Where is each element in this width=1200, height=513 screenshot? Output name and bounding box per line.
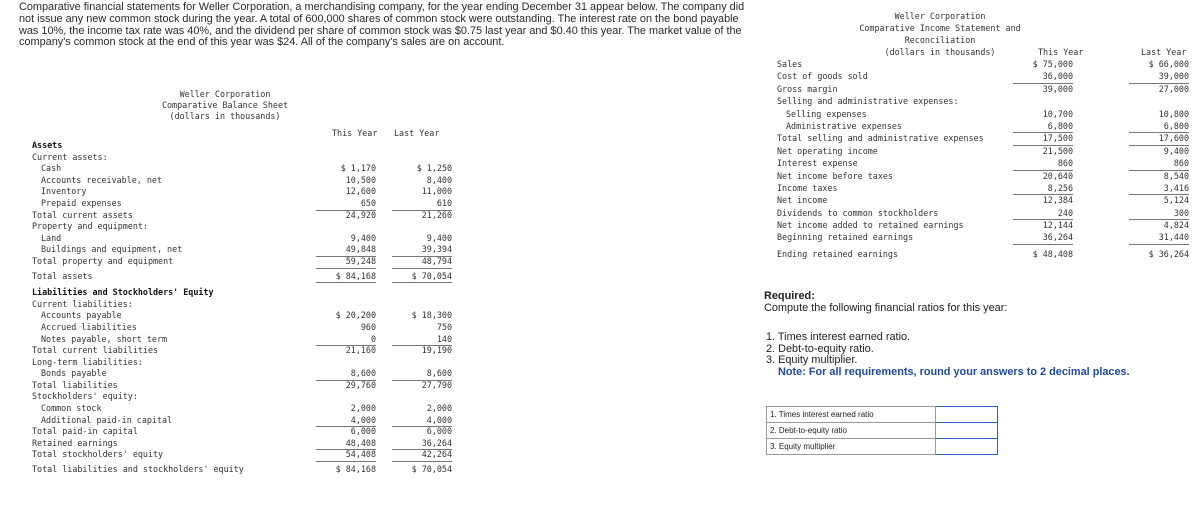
rounding-note: Note: For all requirements, round your answers to 2 decimal places. xyxy=(778,365,1130,378)
table-row: Property and equipment: xyxy=(32,221,148,232)
times-interest-earned-label: 1. Times interest earned ratio xyxy=(767,407,936,423)
table-row: Dividends to common stockholders 240 300 xyxy=(777,207,1189,219)
table-row: Total selling and administrative expenses 17,500 17,600 xyxy=(777,132,1189,144)
balance-sheet-table xyxy=(32,140,452,476)
bs-col-last-year: Last Year xyxy=(394,128,440,138)
is-col-this-year: This Year xyxy=(1038,47,1084,57)
table-row: Total property and equipment 59,248 48,794 xyxy=(32,256,452,268)
times-interest-earned-input[interactable] xyxy=(936,407,1001,422)
table-row: Liabilities and Stockholders' Equity xyxy=(32,287,214,298)
table-row: Cost of goods sold 36,000 39,000 xyxy=(777,70,1189,82)
is-col-last-year: Last Year xyxy=(1141,47,1187,57)
table-row: Net income added to retained earnings 12,144 4,824 xyxy=(777,220,1189,231)
table-row: Inventory 12,600 11,000 xyxy=(41,186,452,197)
income-statement-table xyxy=(777,58,1189,260)
table-row: Selling expenses 10,700 10,800 xyxy=(786,108,1189,119)
table-row: Accrued liabilities 960 750 xyxy=(41,321,452,332)
list-item: 3. Equity multiplier. xyxy=(766,354,858,367)
table-row: Selling and administrative expenses: xyxy=(777,96,959,107)
table-row: Total assets $ 84,168 $ 70,054 xyxy=(32,271,452,283)
bs-statement-name: Comparative Balance Sheet xyxy=(161,100,289,110)
table-row xyxy=(767,423,998,439)
table-row: Assets xyxy=(32,140,63,150)
table-row: Administrative expenses 6,800 6,800 xyxy=(777,120,1189,132)
table-row: Net operating income 21,500 9,400 xyxy=(777,145,1189,156)
table-row: Total current assets 24,920 21,260 xyxy=(32,209,452,220)
table-row: Income taxes 8,256 3,416 xyxy=(777,182,1189,194)
bs-company-name: Weller Corporation xyxy=(179,89,271,99)
table-row: Common stock 2,000 2,000 xyxy=(41,403,452,414)
table-row: Gross margin 39,000 27,000 xyxy=(777,83,1189,94)
table-row: Beginning retained earnings 36,264 31,440 xyxy=(777,231,1189,243)
table-row: Land 9,400 9,400 xyxy=(41,232,452,243)
required-title: Required: xyxy=(764,290,815,302)
bs-col-this-year: This Year xyxy=(332,128,378,138)
table-row: Bonds payable 8,600 8,600 xyxy=(32,368,452,380)
debt-to-equity-cell xyxy=(936,423,998,439)
table-row: Prepaid expenses 650 610 xyxy=(32,198,452,210)
table-row: Additional paid-in capital 4,000 4,000 xyxy=(32,415,452,427)
list-item: 1. Times interest earned ratio. xyxy=(766,331,911,343)
table-row: Retained earnings 48,408 36,264 xyxy=(32,438,452,450)
income-statement-header xyxy=(830,10,1050,58)
equity-multiplier-label: 3. Equity multiplier xyxy=(767,439,936,455)
table-row: Total paid-in capital 6,000 6,000 xyxy=(32,426,452,437)
table-row: Interest expense 860 860 xyxy=(777,157,1189,169)
table-row: Total current liabilities 21,160 19,190 xyxy=(32,345,452,356)
answer-table xyxy=(766,406,998,455)
equity-multiplier-cell xyxy=(936,439,998,455)
table-row: Total liabilities and stockholders' equity $ 84,168 $ 70,054 xyxy=(32,464,452,475)
table-row: Accounts payable $ 20,200 $ 18,300 xyxy=(41,310,452,321)
balance-sheet-header xyxy=(150,89,300,122)
table-row: Long-term liabilities: xyxy=(32,356,143,367)
bs-units: (dollars in thousands) xyxy=(169,111,281,121)
table-row: Current liabilities: xyxy=(32,298,133,309)
times-interest-earned-cell xyxy=(936,407,998,423)
required-section xyxy=(764,290,1007,314)
table-row: Net income 12,384 5,124 xyxy=(777,195,1189,206)
table-row: Notes payable, short term 0 140 xyxy=(32,334,452,346)
debt-to-equity-input[interactable] xyxy=(936,423,1001,438)
table-row: Current assets: xyxy=(32,151,108,162)
table-row: Total stockholders' equity 54,408 42,264 xyxy=(32,449,452,461)
required-items xyxy=(766,332,1130,378)
table-row xyxy=(767,439,998,455)
problem-intro: Comparative financial statements for Weller Corporation, a merchandising company, for the year ending December 31 appear below. The company did not issue any new common stock during the year. A total of 600,000 shares of common stock were outstanding. The interest rate on the bond payable was 10%, the income tax rate was 40%, and the dividend per share of common stock was $0.75 last year and $0.40 this year. The market value of the company's common stock at the end of this year was $24. All of the company's sales are on account. xyxy=(19,1,745,49)
table-row: Ending retained earnings $ 48,408 $ 36,264 xyxy=(777,248,1189,259)
required-instruction: Compute the following financial ratios for this year: xyxy=(764,302,1008,314)
table-row xyxy=(767,407,998,423)
is-units: (dollars in thousands) xyxy=(884,47,996,57)
table-row: Cash $ 1,170 $ 1,250 xyxy=(41,163,452,174)
table-row: Sales $ 75,000 $ 66,000 xyxy=(777,59,1189,69)
equity-multiplier-input[interactable] xyxy=(936,439,1001,454)
list-item: 2. Debt-to-equity ratio. xyxy=(766,342,874,355)
table-row: Net income before taxes 20,640 8,540 xyxy=(777,170,1189,181)
debt-to-equity-label: 2. Debt-to-equity ratio xyxy=(767,423,936,439)
table-row: Buildings and equipment, net 49,848 39,394 xyxy=(32,244,452,256)
table-row: Total liabilities 29,760 27,790 xyxy=(32,379,452,390)
is-statement-name: Comparative Income Statement and Reconciliation xyxy=(859,23,1021,45)
table-row: Accounts receivable, net 10,500 8,400 xyxy=(41,174,452,185)
table-row: Stockholders' equity: xyxy=(32,391,138,402)
is-company-name: Weller Corporation xyxy=(894,11,986,21)
